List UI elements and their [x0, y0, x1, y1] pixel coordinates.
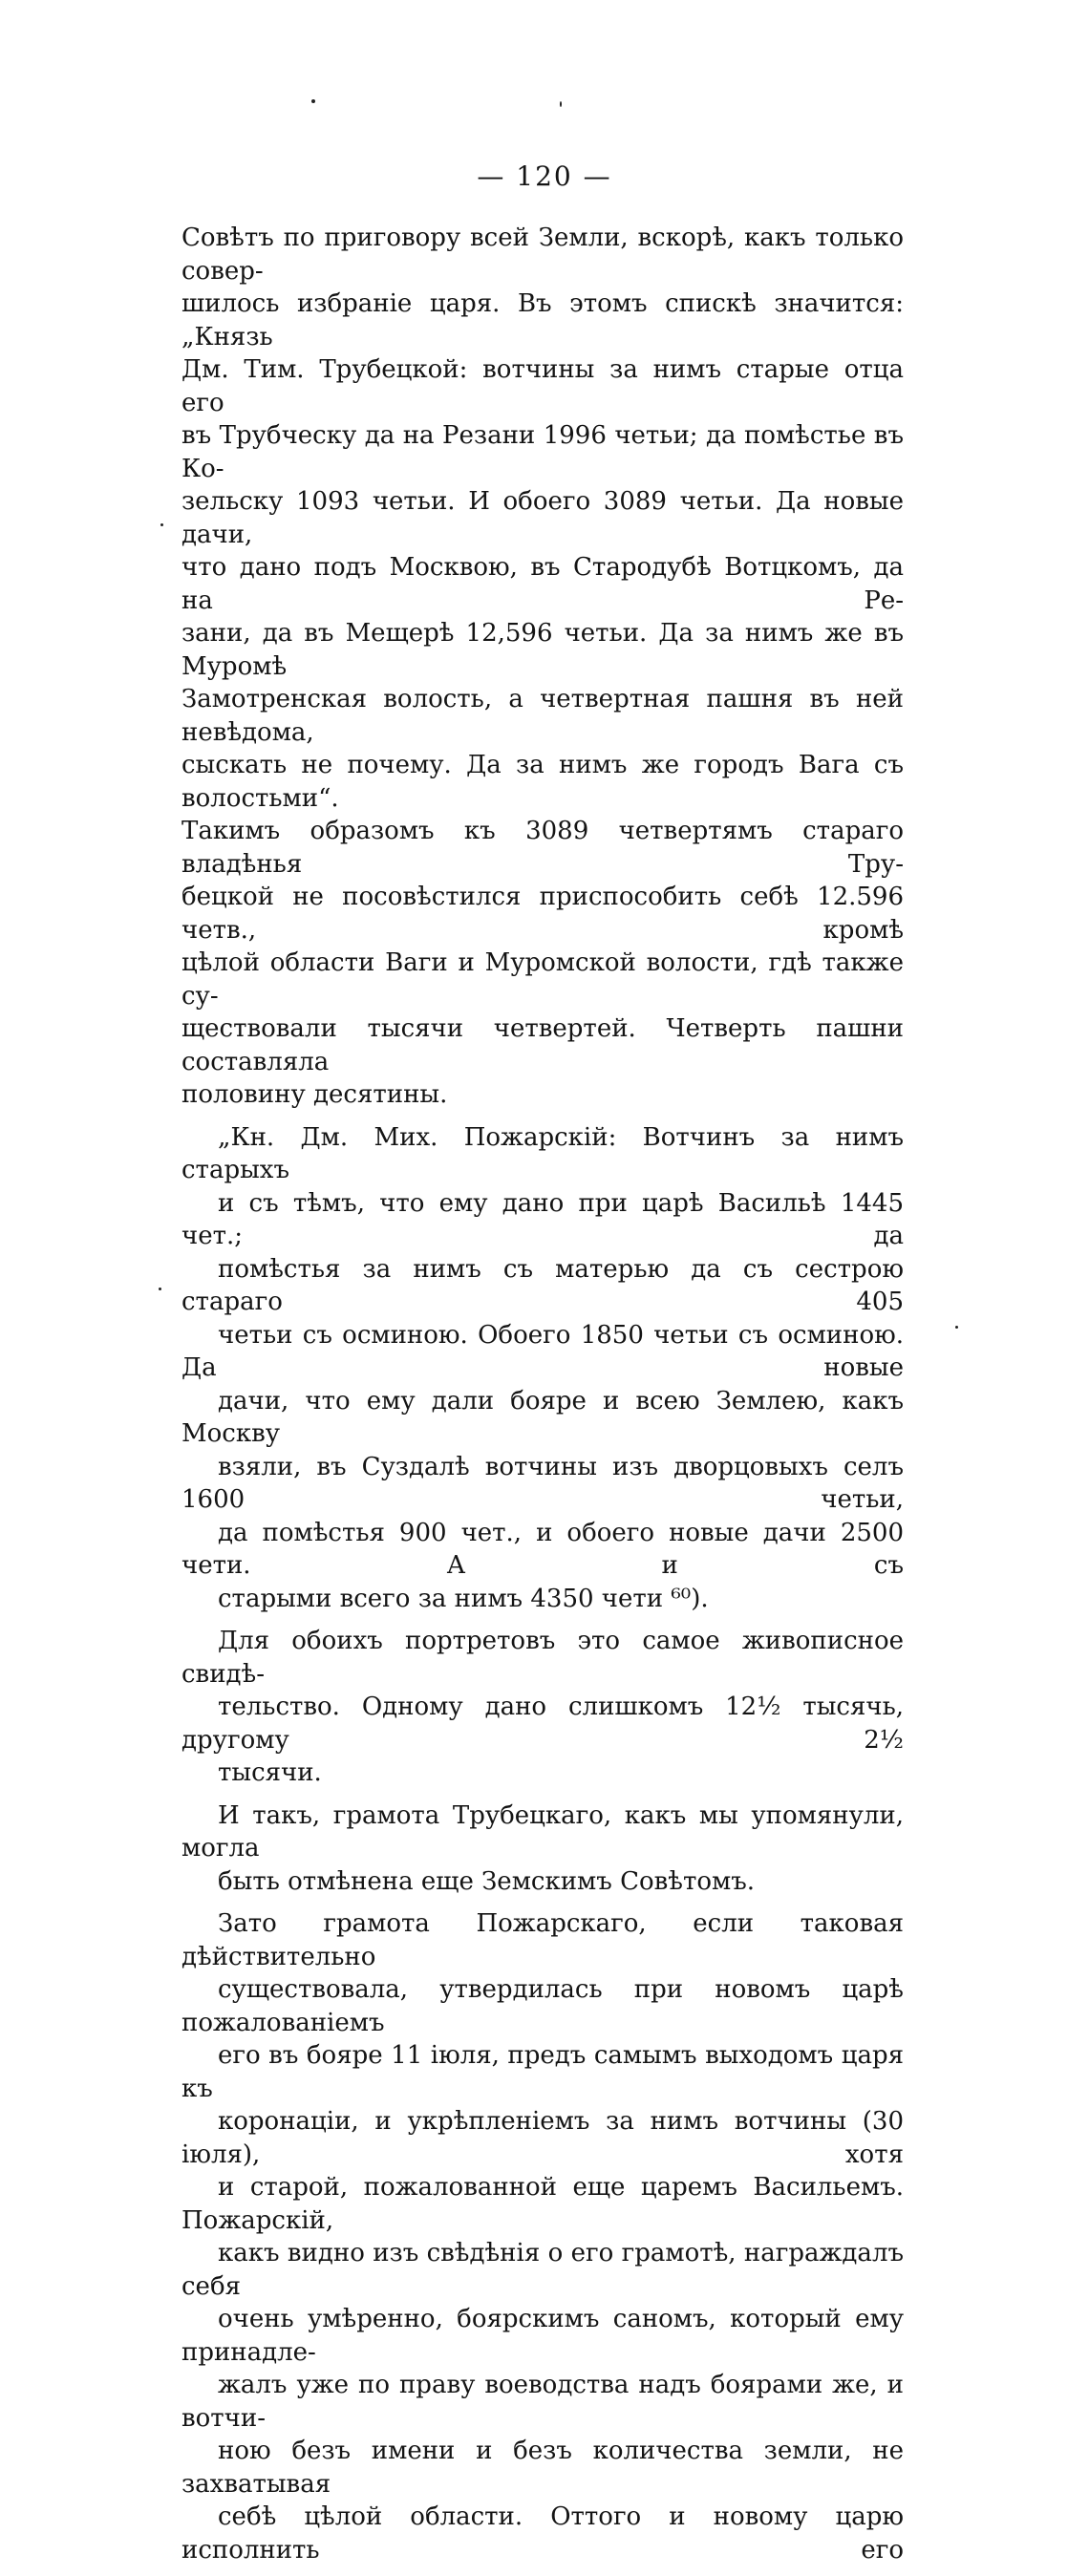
paragraph: [182, 1121, 904, 1616]
text-line: тысячи.: [218, 1758, 322, 1787]
text-line: себѣ цѣлой области. Оттого и новому царю исполнить его: [182, 2502, 904, 2565]
text-line: дачи, что ему дали бояре и всею Землею, какъ Москву: [182, 1386, 904, 1448]
paragraph: [182, 222, 904, 1112]
text-line: старыми всего за нимъ 4350 чети ⁶⁰).: [218, 1584, 709, 1613]
text-line: какъ видно изъ свѣдѣнія о его грамотѣ, награждалъ себя: [182, 2239, 904, 2301]
text-line: жалъ уже по праву воеводства надъ боярами же, и вотчи-: [182, 2371, 904, 2433]
print-speck: [311, 99, 315, 103]
text-line: помѣстья за нимъ съ матерью да съ сестрою стараго 405: [182, 1254, 904, 1316]
text-line: „Кн. Дм. Мих. Пожарскій: Вотчинъ за нимъ старыхъ: [182, 1122, 904, 1184]
text-line: И такъ, грамота Трубецкаго, какъ мы упомянули, могла: [182, 1800, 904, 1863]
text-line: да помѣстья 900 чет., и обоего новые дачи 2500 чети. А и съ: [182, 1518, 904, 1580]
text-line: зани, да въ Мещерѣ 12,596 четьи. Да за нимъ же въ Муромѣ: [182, 619, 904, 681]
text-line: очень умѣренно, боярскимъ саномъ, который ему принадле-: [182, 2305, 904, 2367]
text-line: и старой, пожалованной еще царемъ Васильемъ. Пожарскій,: [182, 2173, 904, 2235]
paragraph: [182, 1907, 904, 2566]
text-line: что дано подъ Москвою, въ Стародубѣ Вотцкомъ, да на Ре-: [182, 553, 904, 615]
text-line: ществовали тысячи четвертей. Четверть пашни составляла: [182, 1014, 904, 1076]
text-line: его въ бояре 11 іюля, предъ самымъ выходомъ царя къ: [182, 2041, 904, 2103]
text-line: существовала, утвердилась при новомъ царѣ пожалованіемъ: [182, 1975, 904, 2037]
text-line: Дм. Тим. Трубецкой: вотчины за нимъ старые отца его: [182, 355, 904, 417]
paragraph: [182, 1799, 904, 1899]
text-line: взяли, въ Суздалѣ вотчины изъ дворцовыхъ селъ 1600 четьи,: [182, 1452, 904, 1514]
text-line: Замотренская волость, а четвертная пашня въ ней невѣдома,: [182, 685, 904, 747]
text-line: и съ тѣмъ, что ему дано при царѣ Васильѣ 1445 чет.; да: [182, 1188, 904, 1250]
text-line: зельску 1093 четьи. И обоего 3089 четьи. Да новые дачи,: [182, 487, 904, 549]
body-text: [182, 222, 904, 2576]
page-number: — 120 —: [477, 160, 612, 192]
paragraph: [182, 1625, 904, 1790]
text-line: Зато грамота Пожарскаго, если таковая дѣйствительно: [182, 1909, 904, 1971]
print-speck: [955, 1326, 958, 1329]
text-line: ною безъ имени и безъ количества земли, не захватывая: [182, 2437, 904, 2499]
text-line: Совѣтъ по приговору всей Земли, вскорѣ, какъ только совер-: [182, 224, 904, 286]
text-line: сыскать не почему. Да за нимъ же городъ Вага съ волостьми“.: [182, 751, 904, 813]
print-speck: [160, 523, 163, 526]
text-line: коронаціи, и укрѣпленіемъ за нимъ вотчины (30 іюля), хотя: [182, 2107, 904, 2169]
print-speck: [560, 101, 562, 107]
text-line: бецкой не посовѣстился приспособить себѣ 12.596 четв., кромѣ: [182, 883, 904, 945]
text-line: четьи съ осминою. Обоего 1850 четьи съ осминою. Да новые: [182, 1320, 904, 1382]
text-line: въ Трубческу да на Резани 1996 четьи; да помѣстье въ Ко-: [182, 421, 904, 483]
text-line: быть отмѣнена еще Земскимъ Совѣтомъ.: [218, 1866, 756, 1896]
text-line: Для обоихъ портретовъ это самое живописное свидѣ-: [182, 1627, 904, 1689]
text-line: половину десятины.: [182, 1080, 448, 1109]
text-line: шилось избраніе царя. Въ этомъ спискѣ значится: „Князь: [182, 289, 904, 351]
print-speck: [159, 1288, 161, 1290]
text-line: цѣлой области Ваги и Муромской волости, гдѣ также су-: [182, 948, 904, 1011]
text-line: Такимъ образомъ къ 3089 четвертямъ стараго владѣнья Тру-: [182, 817, 904, 879]
text-line: тельство. Одному дано слишкомъ 12½ тысячь, другому 2½: [182, 1692, 904, 1755]
